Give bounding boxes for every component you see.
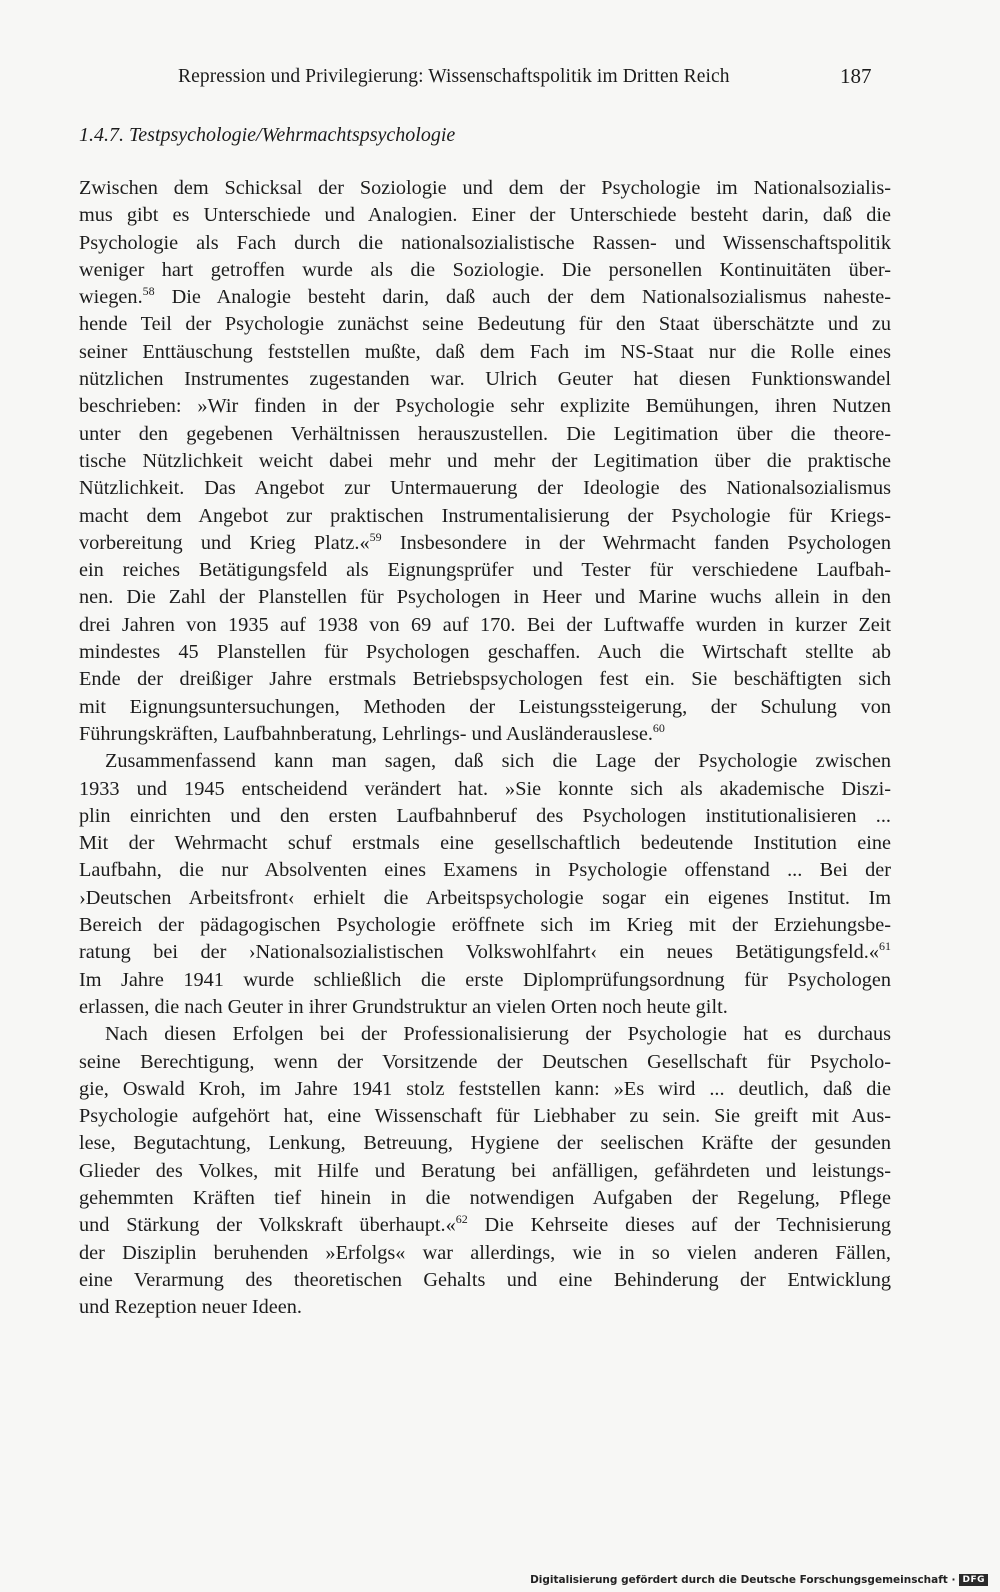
line-text: ratung bei der ›Nationalsozialistischen Volkswohlfahrt‹ ein neues Betätigungsfeld.« (79, 941, 879, 964)
text-line (79, 339, 891, 366)
line-text: Führungskräften, Laufbahnberatung, Lehrlings- und Ausländerauslese. (79, 722, 653, 745)
text-line (79, 612, 891, 639)
text-line (79, 1049, 891, 1076)
text-line (79, 1240, 891, 1267)
text-line (79, 1294, 891, 1321)
text-line (79, 257, 891, 284)
line-text: wiegen. (79, 286, 143, 309)
text-line (79, 202, 891, 229)
line-text: Laufbahn, die nur Absolventen eines Examens in Psychologie offenstand ... Bei der (79, 859, 891, 882)
text-line (79, 1158, 891, 1185)
line-text: Nach diesen Erfolgen bei der Professionalisierung der Psychologie hat es durchaus (105, 1023, 891, 1046)
line-text: Nützlichkeit. Das Angebot zur Untermauerung der Ideologie des Nationalsozialismus (79, 477, 891, 500)
line-text: Bereich der pädagogischen Psychologie eröffnete sich im Krieg mit der Erziehungsbe- (79, 914, 891, 937)
footnote-marker: 59 (369, 529, 382, 544)
text-line (79, 939, 891, 966)
line-text: drei Jahren von 1935 auf 1938 von 69 auf 170. Bei der Luftwaffe wurden in kurzer Zeit (79, 613, 891, 636)
line-text: Psychologie aufgehört hat, eine Wissenschaft für Liebhaber zu sein. Sie greift mit Aus- (79, 1105, 891, 1128)
text-line (79, 912, 891, 939)
line-text: nützlichen Instrumentes zugestanden war. Ulrich Geuter hat diesen Funktionswandel (79, 368, 891, 391)
text-line (79, 830, 891, 857)
line-text: tische Nützlichkeit weicht dabei mehr und mehr der Legitimation über die praktische (79, 449, 891, 472)
text-line (79, 994, 891, 1021)
line-text: beschrieben: »Wir finden in der Psychologie sehr explizite Bemühungen, ihren Nutzen (79, 395, 891, 418)
line-text: Ende der dreißiger Jahre erstmals Betriebspsychologen fest ein. Sie beschäftigten sich (79, 668, 891, 691)
text-line (79, 475, 891, 502)
line-text: seiner Enttäuschung feststellen mußte, daß dem Fach im NS-Staat nur die Rolle eines (79, 340, 891, 363)
line-text: seine Berechtigung, wenn der Vorsitzende der Deutschen Gesellschaft für Psycholo- (79, 1050, 891, 1073)
line-text: gie, Oswald Kroh, im Jahre 1941 stolz feststellen kann: »Es wird ... deutlich, daß die (79, 1077, 891, 1100)
text-line (79, 694, 891, 721)
text-line (79, 530, 891, 557)
line-text: ›Deutschen Arbeitsfront‹ erhielt die Arbeitspsychologie sogar ein eigenes Institut. Im (79, 886, 891, 909)
body-text (79, 175, 891, 1321)
footer-text: Digitalisierung gefördert durch die Deutsche Forschungsgemeinschaft · (530, 1574, 956, 1586)
line-text: eine Verarmung des theoretischen Gehalts und eine Behinderung der Entwicklung (79, 1268, 891, 1291)
line-text: der Disziplin beruhenden »Erfolgs« war allerdings, wie in so vielen anderen Fällen, (79, 1241, 891, 1264)
line-text: Mit der Wehrmacht schuf erstmals eine gesellschaftlich bedeutende Institution eine (79, 832, 891, 855)
text-line (79, 393, 891, 420)
text-line (79, 421, 891, 448)
page-number: 187 (840, 64, 872, 88)
text-line (79, 448, 891, 475)
text-line (79, 748, 891, 775)
footnote-marker: 62 (455, 1212, 468, 1227)
line-text: mit Eignungsuntersuchungen, Methoden der Leistungssteigerung, der Schulung von (79, 695, 891, 718)
line-text: lese, Begutachtung, Lenkung, Betreuung, Hygiene der seelischen Kräfte der gesunden (79, 1132, 891, 1155)
line-text: Zwischen dem Schicksal der Soziologie und dem der Psychologie im Nationalsozialis- (79, 177, 891, 199)
footnote-marker: 60 (652, 720, 665, 735)
text-line (79, 666, 891, 693)
line-text: erlassen, die nach Geuter in ihrer Grundstruktur an vielen Orten noch heute gilt. (79, 995, 728, 1018)
line-text: 1933 und 1945 entscheidend verändert hat. »Sie konnte sich als akademische Diszi- (79, 777, 891, 800)
line-text: unter den gegebenen Verhältnissen herauszustellen. Die Legitimation über die theore- (79, 422, 891, 445)
line-text: plin einrichten und den ersten Laufbahnberuf des Psychologen institutionalisieren ... (79, 804, 891, 827)
text-line (79, 967, 891, 994)
dfg-logo: DFG (959, 1574, 988, 1586)
text-line (79, 175, 891, 202)
text-line (79, 776, 891, 803)
text-line (79, 1212, 891, 1239)
footnote-marker: 58 (142, 284, 155, 299)
text-line (79, 1021, 891, 1048)
line-text: macht dem Angebot zur praktischen Instrumentalisierung der Psychologie für Kriegs- (79, 504, 891, 527)
line-text: und Stärkung der Volkskraft überhaupt.« (79, 1214, 456, 1237)
text-line (79, 1103, 891, 1130)
text-line (79, 639, 891, 666)
line-text: Zusammenfassend kann man sagen, daß sich die Lage der Psychologie zwischen (105, 750, 891, 773)
line-text: vorbereitung und Krieg Platz.« (79, 531, 370, 554)
text-line (79, 1130, 891, 1157)
text-line (79, 230, 891, 257)
line-text-continued: Insbesondere in der Wehrmacht fanden Psychologen (381, 531, 891, 554)
line-text-continued: Die Kehrseite dieses auf der Technisierung (467, 1214, 891, 1237)
text-line (79, 803, 891, 830)
text-line (79, 584, 891, 611)
line-text: hende Teil der Psychologie zunächst seine Bedeutung für den Staat überschätzte und zu (79, 313, 891, 336)
line-text: gehemmten Kräften tief hinein in die notwendigen Aufgaben der Regelung, Pflege (79, 1186, 891, 1209)
text-line (79, 1267, 891, 1294)
section-heading: 1.4.7. Testpsychologie/Wehrmachtspsychologie (79, 124, 456, 146)
line-text: ein reiches Betätigungsfeld als Eignungsprüfer und Tester für verschiedene Laufbah- (79, 559, 891, 582)
running-title: Repression und Privilegierung: Wissenschaftspolitik im Dritten Reich (178, 66, 730, 87)
line-text-continued: Die Analogie besteht darin, daß auch der dem Nationalsozialismus naheste- (154, 286, 891, 309)
line-text: Glieder des Volkes, mit Hilfe und Beratung bei anfälligen, gefährdeten und leistungs- (79, 1159, 891, 1182)
digitization-footer (530, 1574, 988, 1586)
line-text: mus gibt es Unterschiede und Analogien. Einer der Unterschiede besteht darin, daß die (79, 204, 891, 227)
text-line (79, 366, 891, 393)
line-text: mindestes 45 Planstellen für Psychologen geschaffen. Auch die Wirtschaft stellte ab (79, 641, 891, 664)
text-line (79, 284, 891, 311)
text-line (79, 557, 891, 584)
footnote-marker: 61 (879, 939, 891, 954)
line-text: und Rezeption neuer Ideen. (79, 1296, 303, 1319)
text-line (79, 311, 891, 338)
line-text: nen. Die Zahl der Planstellen für Psychologen in Heer und Marine wuchs allein in den (79, 586, 891, 609)
text-line (79, 1076, 891, 1103)
text-line (79, 857, 891, 884)
text-line (79, 885, 891, 912)
text-line (79, 721, 891, 748)
line-text: Im Jahre 1941 wurde schließlich die erste Diplomprüfungsordnung für Psychologen (79, 968, 891, 991)
line-text: Psychologie als Fach durch die nationalsozialistische Rassen- und Wissenschaftspolitik (79, 231, 891, 254)
line-text: weniger hart getroffen wurde als die Soziologie. Die personellen Kontinuitäten über- (79, 258, 891, 281)
text-line (79, 1185, 891, 1212)
text-line (79, 503, 891, 530)
